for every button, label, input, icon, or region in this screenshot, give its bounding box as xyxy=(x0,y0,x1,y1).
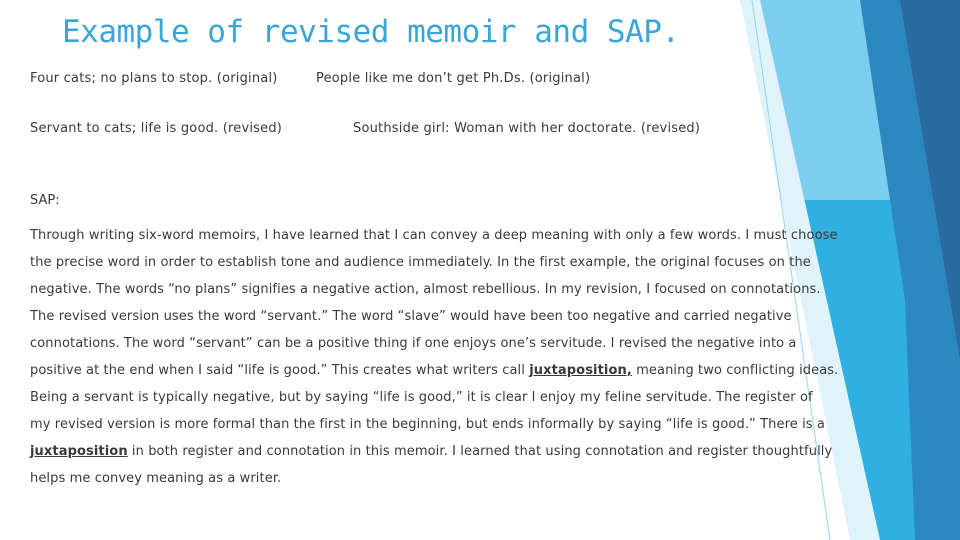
juxtaposition-term: juxtaposition xyxy=(30,444,128,459)
paragraph-line: helps me convey meaning as a writer. xyxy=(30,471,282,486)
juxtaposition-term: juxtaposition, xyxy=(529,363,632,378)
memoir-original-2: People like me don’t get Ph.Ds. (original) xyxy=(316,71,591,86)
slide-title: Example of revised memoir and SAP. xyxy=(62,14,680,50)
paragraph-line: connotations. The word “servant” can be a positive thing if one enjoys one’s servitude. I revised the negative into a xyxy=(30,336,797,351)
paragraph-line: the precise word in order to establish tone and audience immediately. In the first example, the original focuses on the xyxy=(30,255,811,270)
paragraph-line xyxy=(30,357,860,384)
paragraph-line: negative. The words “no plans” signifies a negative action, almost rebellious. In my revision, I focused on connotations. xyxy=(30,282,821,297)
memoir-revised-2: Southside girl: Woman with her doctorate. (revised) xyxy=(353,121,701,136)
paragraph-line: Being a servant is typically negative, but by saying “life is good,” it is clear I enjoy my feline servitude. The register of xyxy=(30,390,813,405)
memoir-revised-1: Servant to cats; life is good. (revised) xyxy=(30,121,283,136)
paragraph-text: in both register and connotation in this memoir. I learned that using connotation and register thoughtfully xyxy=(127,444,833,459)
paragraph-text: meaning two conflicting ideas. xyxy=(631,363,839,378)
sap-label: SAP: xyxy=(30,193,60,208)
paragraph-line: my revised version is more formal than the first in the beginning, but ends informally by saying “life is good.” There is a xyxy=(30,417,825,432)
paragraph-line: The revised version uses the word “servant.” The word “slave” would have been too negative and carried negative xyxy=(30,309,792,324)
memoir-original-1: Four cats; no plans to stop. (original) xyxy=(30,71,278,86)
paragraph-line xyxy=(30,438,860,465)
paragraph-text: positive at the end when I said “life is good.” This creates what writers call xyxy=(30,363,530,378)
paragraph-line: Through writing six-word memoirs, I have learned that I can convey a deep meaning with only a few words. I must choose xyxy=(30,228,838,243)
sap-paragraph xyxy=(30,222,860,492)
